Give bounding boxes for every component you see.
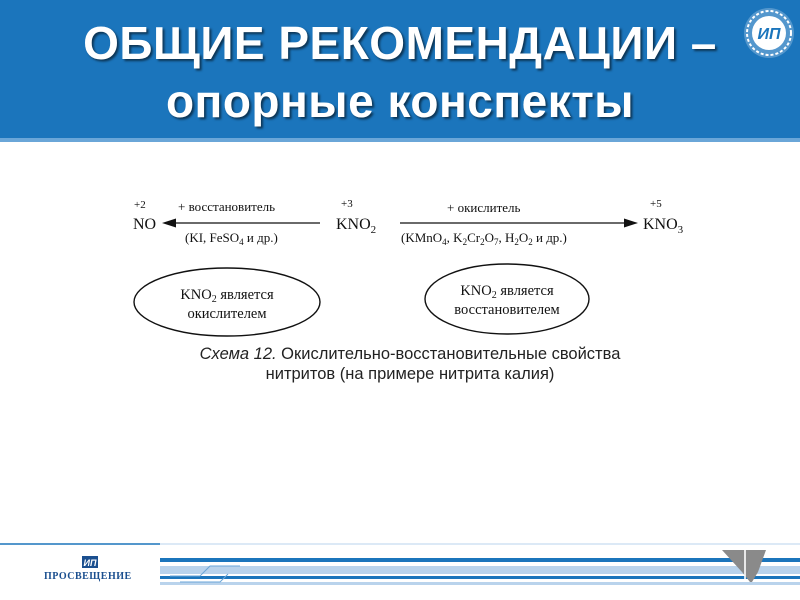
species-kno2: $KNO_2$ [336, 216, 377, 236]
title-line-1: ОБЩИЕ РЕКОМЕНДАЦИИ – [83, 17, 717, 69]
scheme-caption [140, 344, 680, 384]
caption-text: Окислительно-восстановительные свойства [276, 345, 621, 363]
ellipse-oxidizer-line2: окислителем [187, 306, 267, 322]
oxidation-arrowhead-icon [624, 219, 638, 228]
oxidation-kno2: +3 [341, 198, 353, 210]
oxidation-kno3: +5 [650, 198, 662, 210]
caption-line-2: нитритов (на примере нитрита калия) [265, 365, 555, 383]
footer-logo-icon [82, 556, 98, 568]
title-line-2: опорные конспекты [165, 75, 635, 127]
oxidation-no: +2 [134, 199, 146, 211]
oxidation-reagents: (KMnO$_4$, $K_2Cr_2O_7$, $H_2O_2$ и др.) [401, 230, 567, 247]
caption-lead: Схема 12. [199, 345, 277, 363]
footer-logo-letters: ИП [83, 558, 97, 568]
reduction-reagents: (KI, FeSO$_4$ и др.) [185, 230, 278, 247]
logo-letters: ИП [757, 26, 781, 43]
ellipse-oxidizer-line1: $KNO_2$ является [180, 287, 274, 305]
reduction-label: + восстановитель [178, 199, 276, 214]
publisher-name: ПРОСВЕЩЕНИЕ [44, 571, 132, 582]
ellipse-reducer [425, 264, 589, 334]
species-kno3: $KNO_3$ [643, 216, 684, 236]
reduction-arrowhead-icon [162, 219, 176, 228]
ellipse-reducer-line2: восстановителем [454, 302, 560, 318]
oxidation-label: + окислитель [447, 200, 521, 215]
ellipse-reducer-line1: $KNO_2$ является [460, 283, 554, 301]
footer-band [0, 536, 800, 600]
species-no: NO [133, 216, 157, 233]
